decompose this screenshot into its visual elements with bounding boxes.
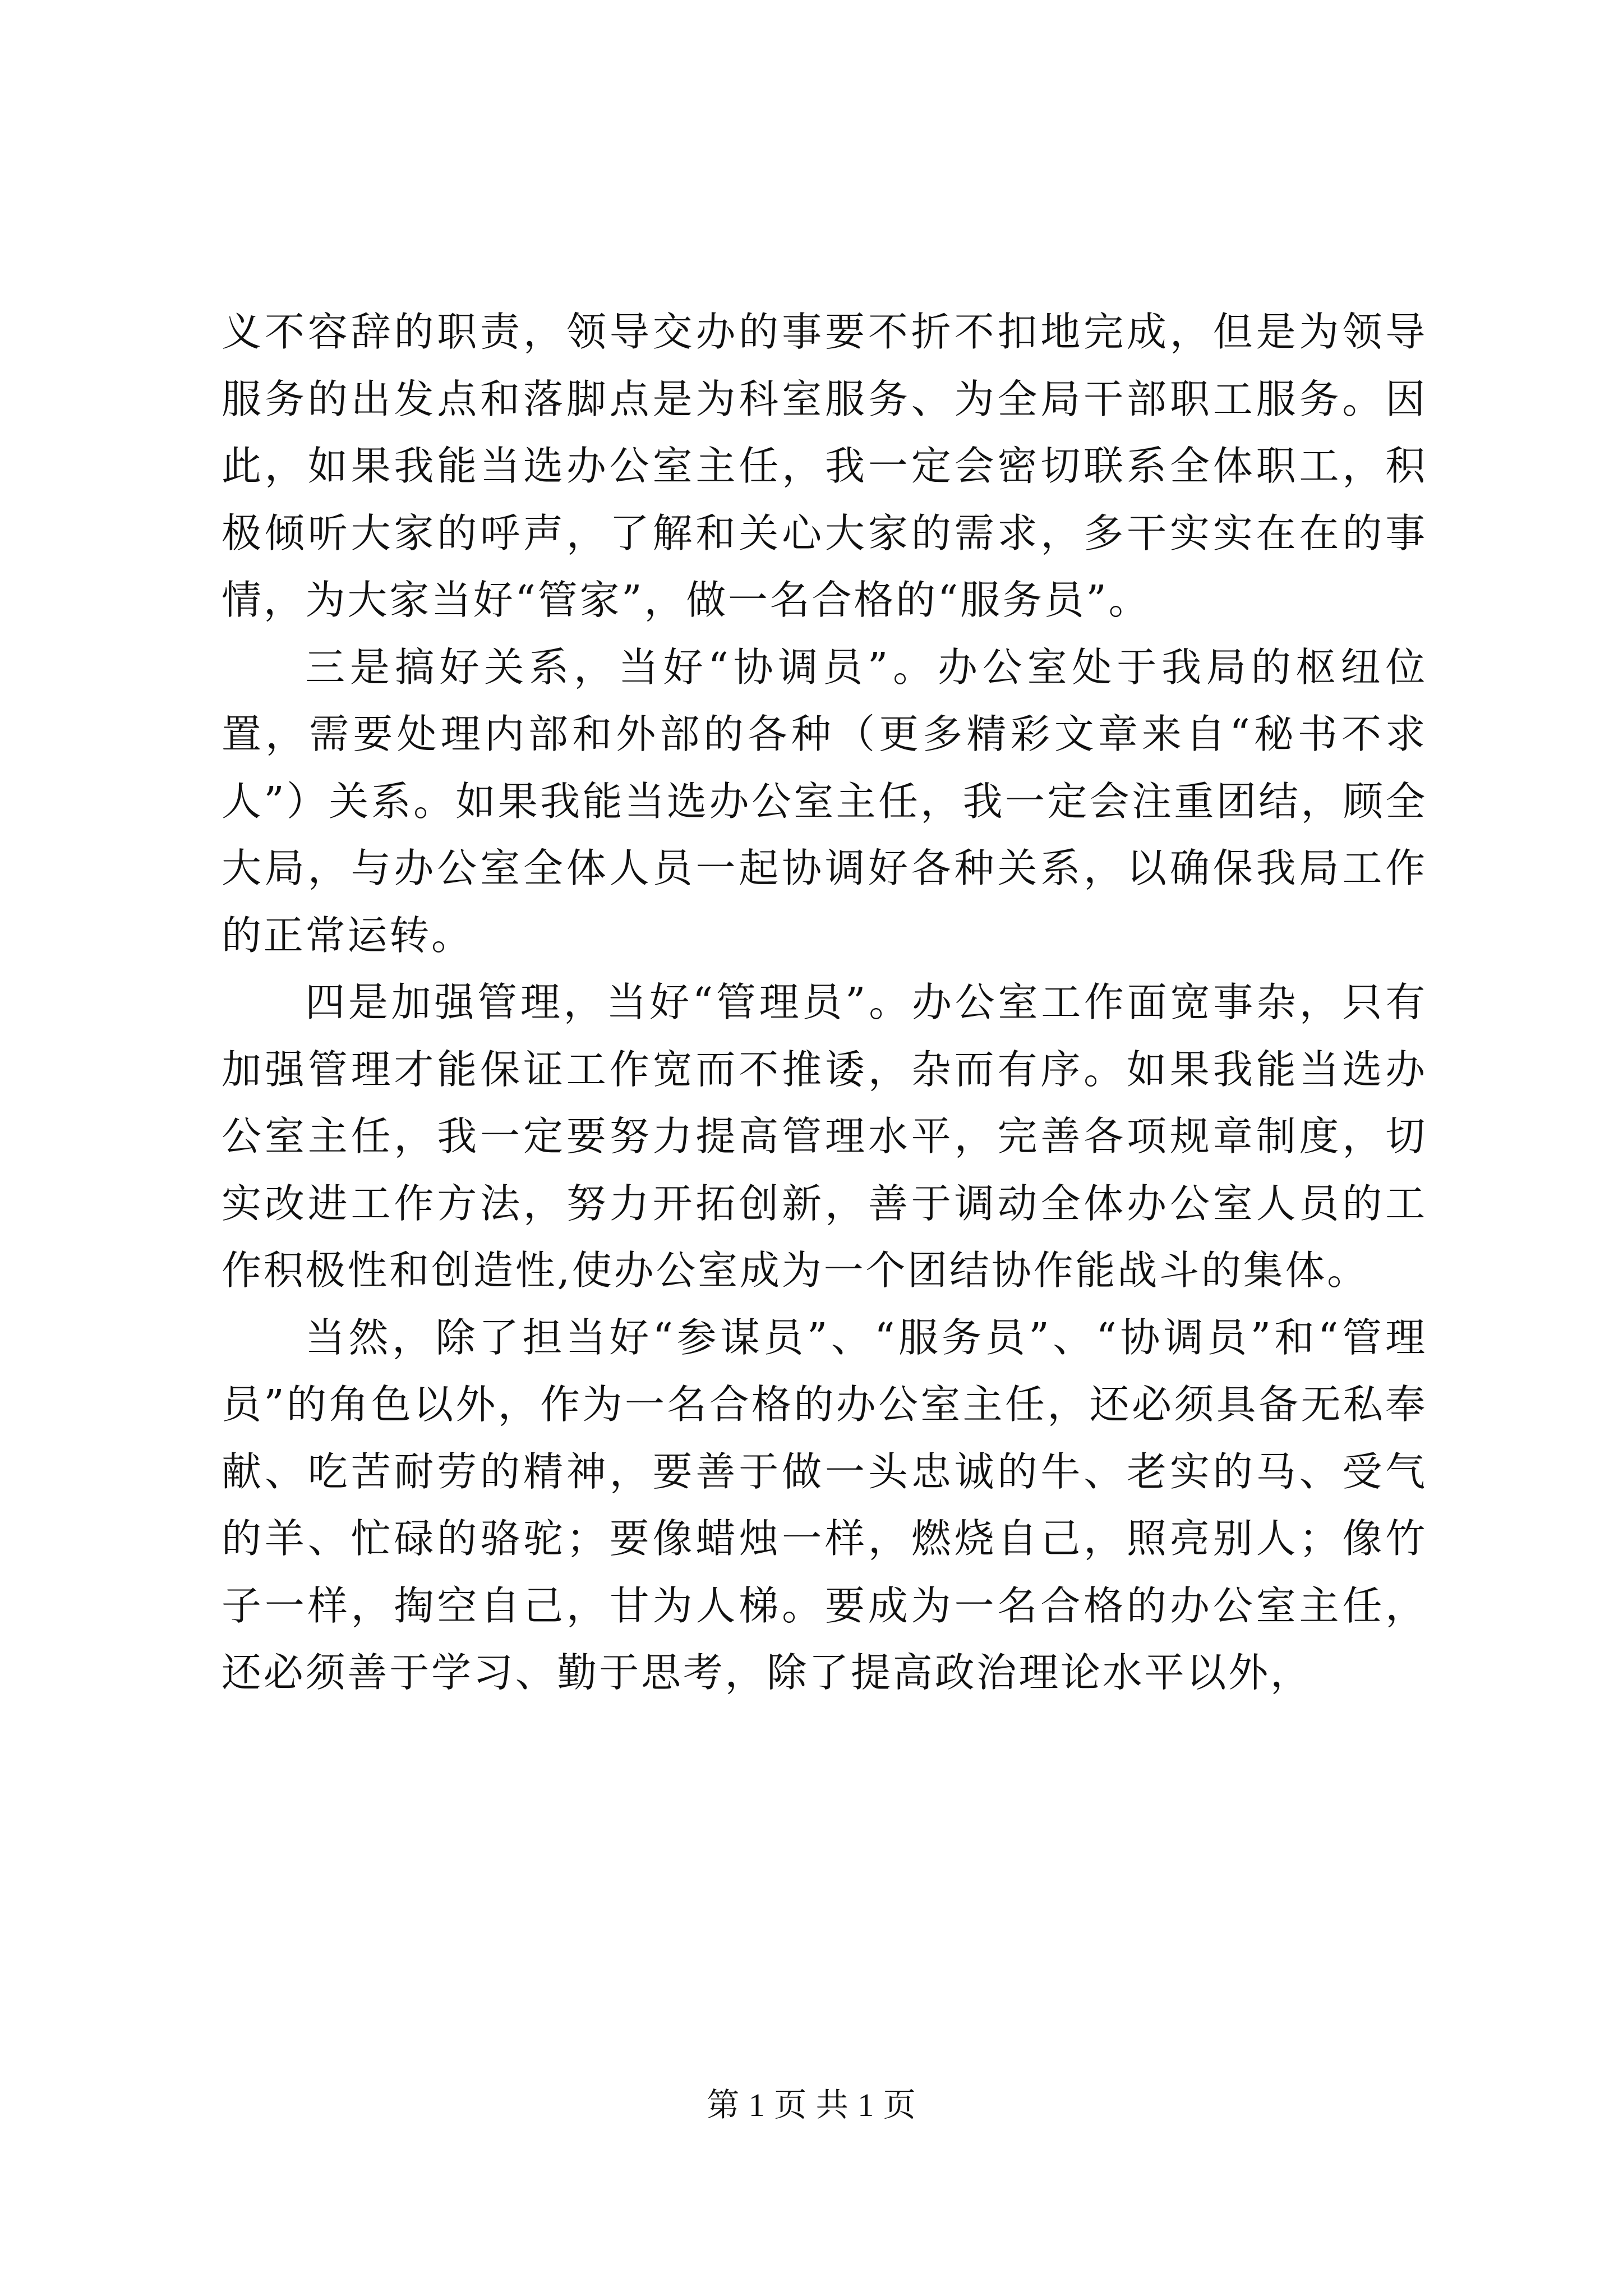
- paragraph-1: 义不容辞的职责，领导交办的事要不折不扣地完成，但是为领导服务的出发点和落脚点是为科室服务、为全局干部职工服务。因此，如果我能当选办公室主任，我一定会密切联系全体职工，积极倾听大家的呼声，了解和关心大家的需求，多干实实在在的事情，为大家当好“管家”，做一名合格的“服务员”。: [222, 309, 1427, 623]
- document-body: [222, 298, 1427, 1706]
- page-footer: 第 1 页 共 1 页: [707, 2087, 916, 2123]
- paragraph-3: 四是加强管理，当好“管理员”。办公室工作面宽事杂，只有加强管理才能保证工作宽而不推诿，杂而有序。如果我能当选办公室主任，我一定要努力提高管理水平，完善各项规章制度，切实改进工作方法，努力开拓创新，善于调动全体办公室人员的工作积极性和创造性,使办公室成为一个团结协作能战斗的集体。: [222, 979, 1427, 1294]
- paragraph-4: 当然，除了担当好“参谋员”、“服务员”、“协调员”和“管理员”的角色以外，作为一名合格的办公室主任，还必须具备无私奉献、吃苦耐劳的精神，要善于做一头忠诚的牛、老实的马、受气的羊、忙碌的骆驼；要像蜡烛一样，燃烧自己，照亮别人；像竹子一样，掏空自己，甘为人梯。要成为一名合格的办公室主任，还必须善于学习、勤于思考，除了提高政治理论水平以外，: [222, 1314, 1427, 1696]
- paragraph-2: 三是搞好关系，当好“协调员”。办公室处于我局的枢纽位置，需要处理内部和外部的各种（更多精彩文章来自“秘书不求人”）关系。如果我能当选办公室主任，我一定会注重团结，顾全大局，与办公室全体人员一起协调好各种关系，以确保我局工作的正常运转。: [222, 643, 1427, 959]
